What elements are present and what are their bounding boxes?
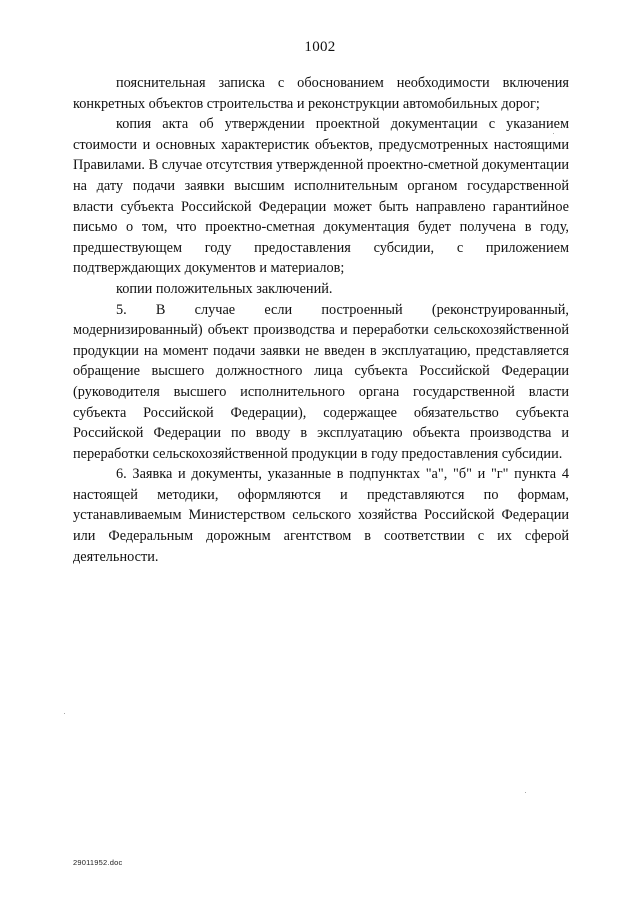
paragraph-item-5: 5. В случае если построенный (реконструированный, модернизированный) объект производства и переработки сельскохозяйственной продукции на момент подачи заявки не введен в эксплуатацию, представляется обращение высшего должностного лица субъекта Российской Федерации (руководителя высшего исполнительного органа государственной власти субъекта Российской Федерации), содержащее обязательство субъекта Российской Федерации по вводу в эксплуатацию объекта производства и переработки сельскохозяйственной продукции в году предоставления субсидии.	[73, 301, 569, 462]
scan-speck	[525, 792, 526, 793]
footer-file-code: 29011952.doc	[73, 858, 123, 867]
paragraph-positive-conclusions: копии положительных заключений.	[116, 280, 333, 297]
paragraph-item-6: 6. Заявка и документы, указанные в подпунктах "а", "б" и "г" пункта 4 настоящей методики, оформляются и представляются по формам, устанавливаемым Министерством сельского хозяйства Российской Федерации или Федеральным дорожным агентством в соответствии с их сферой деятельности.	[73, 466, 569, 565]
document-body	[73, 73, 569, 567]
paragraph-explanatory-note: пояснительная записка с обоснованием необходимости включения конкретных объектов строительства и реконструкции автомобильных дорог;	[73, 75, 569, 112]
scan-speck	[64, 713, 65, 714]
scan-speck	[553, 133, 554, 134]
paragraph-act-copy: копия акта об утверждении проектной документации с указанием стоимости и основных характеристик объектов, предусмотренных настоящими Правилами. В случае отсутствия утвержденной проектно-сметной документации на дату подачи заявки высшим исполнительным органом государственной власти субъекта Российской Федерации может быть направлено гарантийное письмо о том, что проектно-сметная документация будет получена в году, предшествующем году предоставления субсидии, с приложением подтверждающих документов и материалов;	[73, 116, 569, 277]
page-number: 1002	[304, 39, 336, 55]
